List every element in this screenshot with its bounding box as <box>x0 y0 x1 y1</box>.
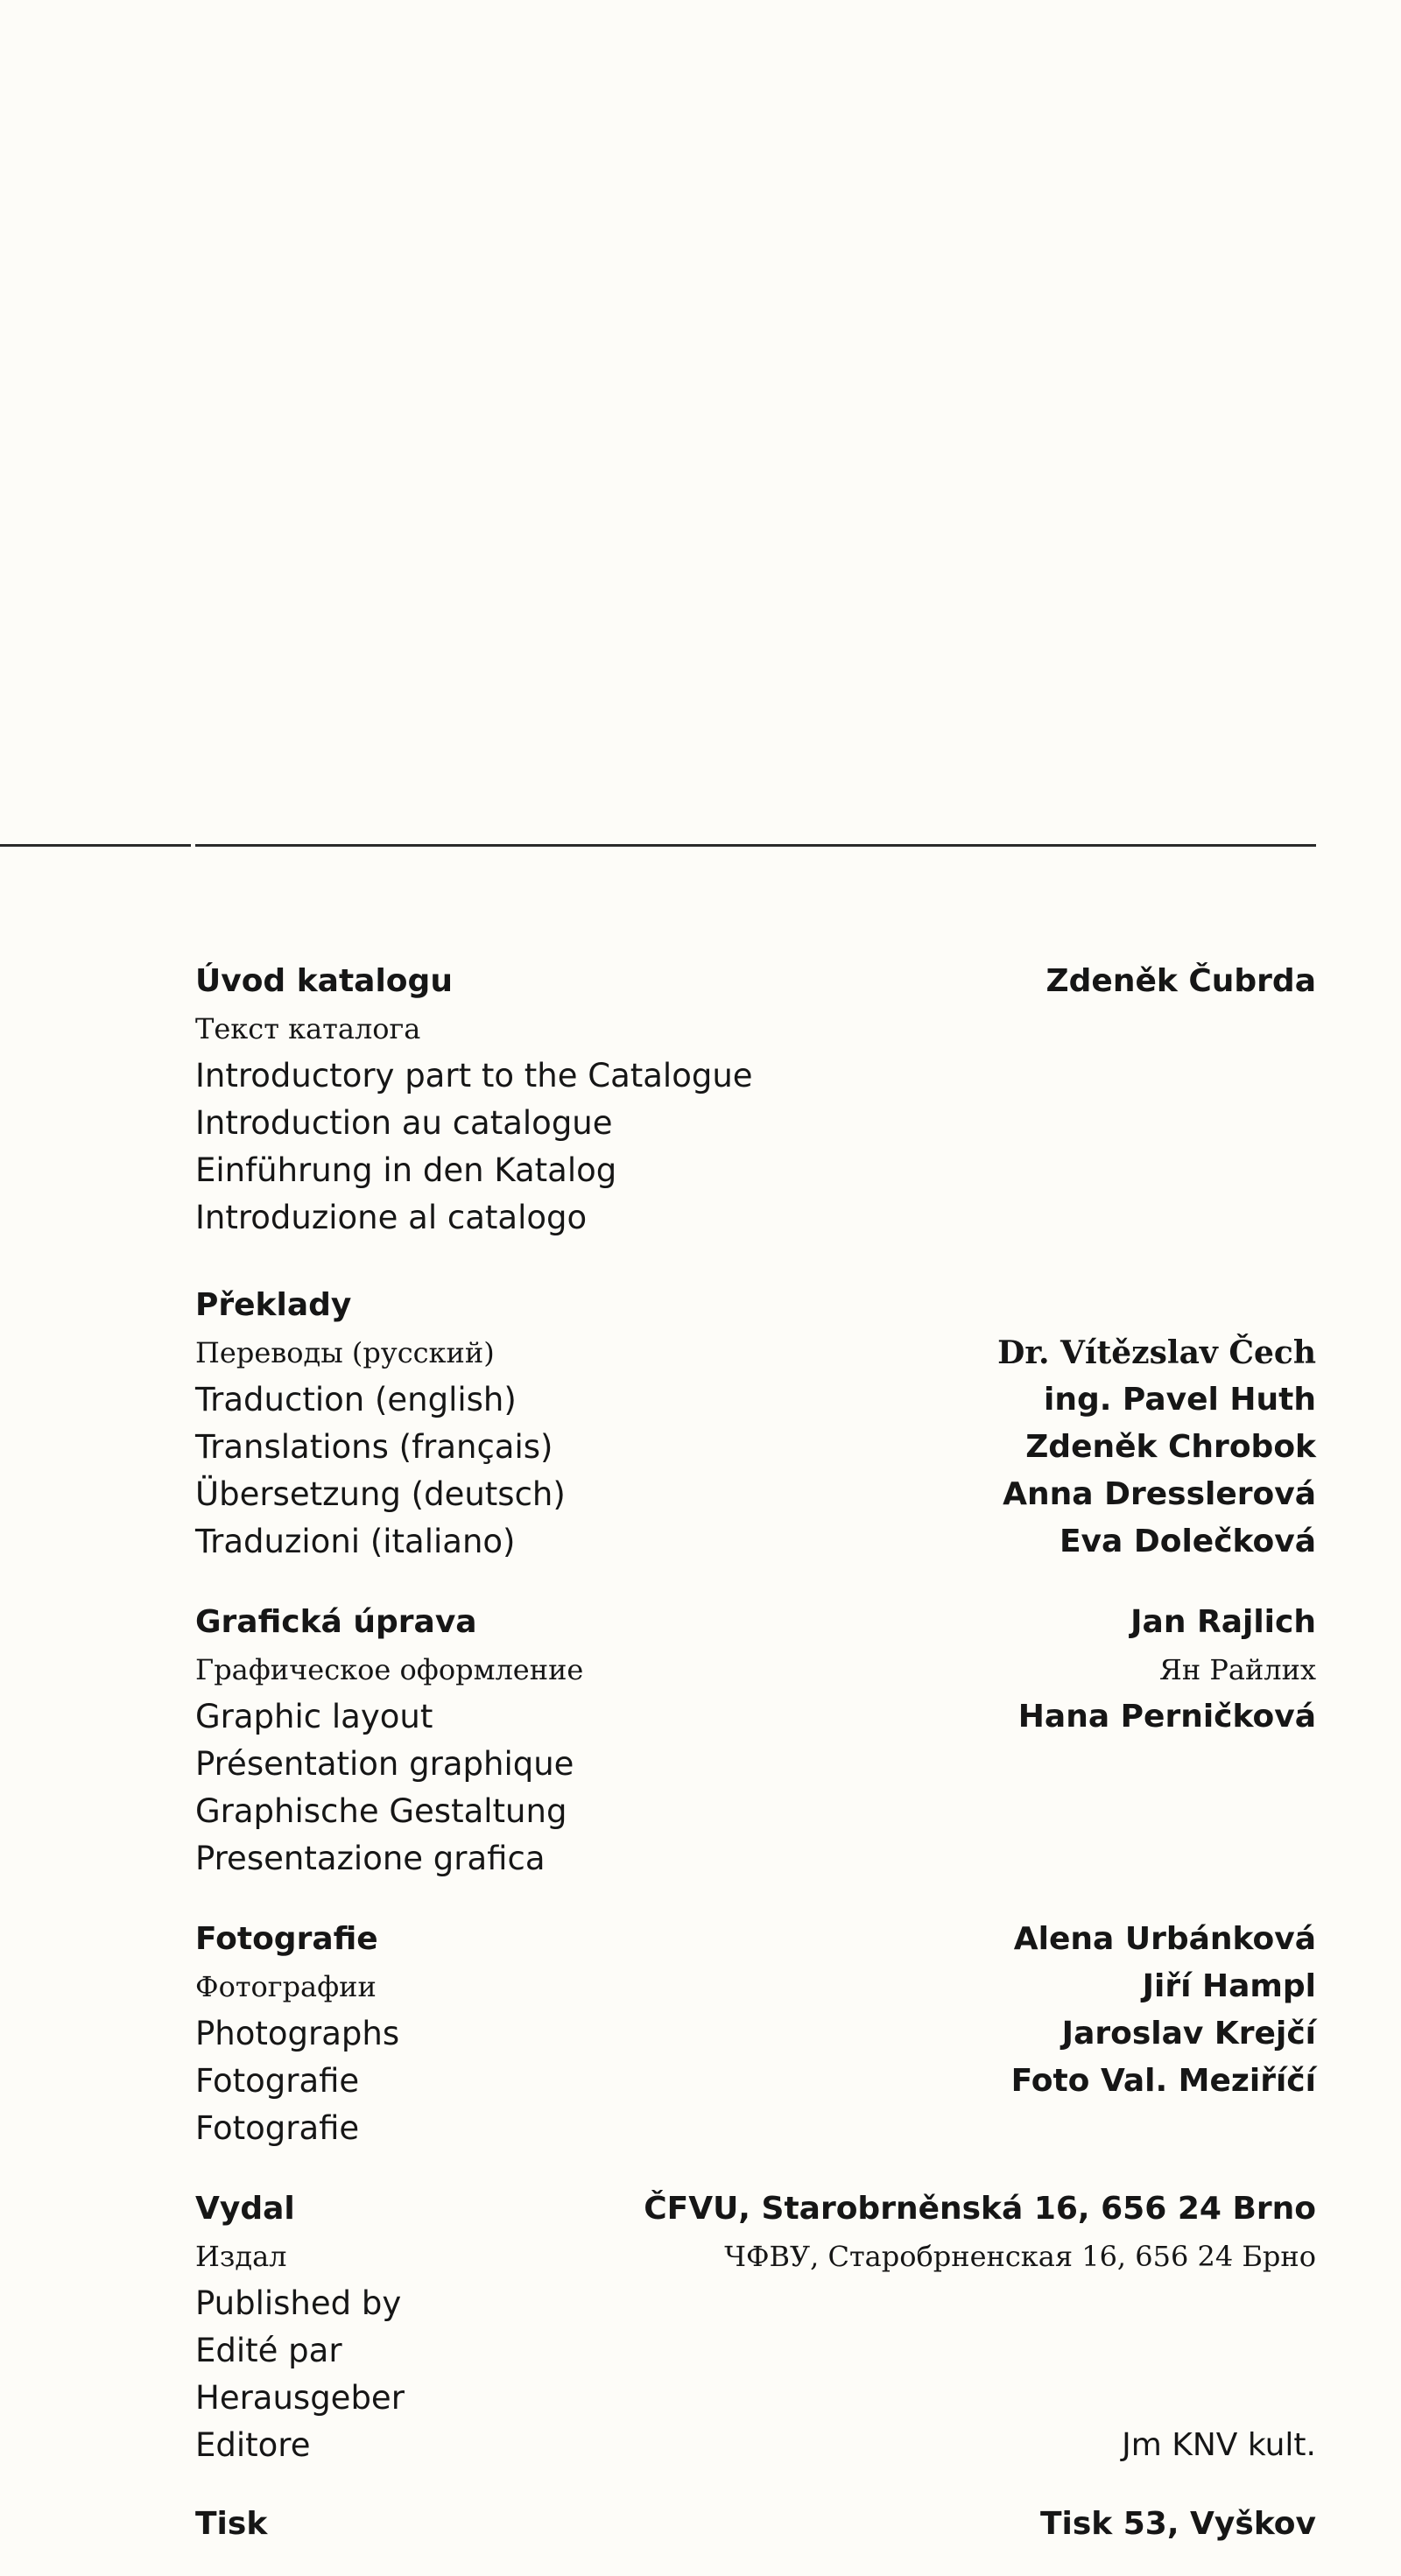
section-heading: Překlady <box>195 1287 352 1323</box>
section-row <box>195 2058 1316 2105</box>
section-line: Текст каталога <box>195 1012 421 1045</box>
credit-name: Dr. Vítězslav Čech <box>997 1334 1316 1371</box>
section-row <box>195 1100 1316 1147</box>
divider-rule <box>0 844 1316 847</box>
section-line: Издал <box>195 2240 287 2273</box>
section-line: Edité par <box>195 2332 342 2369</box>
section-line: Einführung in den Katalog <box>195 1151 617 1189</box>
credit-name: Zdeněk Čubrda <box>1045 963 1316 999</box>
section-row <box>195 1788 1316 1835</box>
credit-name: Ян Райлих <box>1159 1653 1316 1686</box>
publisher-address: ČFVU, Starobrněnská 16, 656 24 Brno <box>644 2191 1316 2227</box>
section-line: Introduction au catalogue <box>195 1104 613 1142</box>
section-row <box>195 1282 1316 1329</box>
section-row <box>195 2327 1316 2375</box>
credit-name: Hana Perničková <box>1017 1699 1316 1735</box>
section-row <box>195 1741 1316 1788</box>
credit-name: Eva Dolečková <box>1059 1524 1316 1559</box>
section-intro <box>195 958 1316 1242</box>
credit-name: Zdeněk Chrobok <box>1025 1429 1316 1465</box>
section-row <box>195 2375 1316 2422</box>
credit-name: Anna Dresslerová <box>1003 1476 1316 1512</box>
section-translations <box>195 1282 1316 1566</box>
section-layout <box>195 1599 1316 1883</box>
section-line: Übersetzung (deutsch) <box>195 1475 566 1513</box>
credit-name: Foto Val. Meziříčí <box>1010 2063 1316 2099</box>
divider-gap <box>191 841 195 849</box>
section-row <box>195 1518 1316 1566</box>
section-row <box>195 1424 1316 1471</box>
section-row <box>195 1916 1316 1963</box>
credit-name: Alena Urbánková <box>1013 1921 1316 1957</box>
section-row <box>195 2422 1316 2469</box>
section-heading: Vydal <box>195 2191 295 2227</box>
section-line: Traduction (english) <box>195 1381 517 1418</box>
section-row <box>195 1471 1316 1518</box>
section-line: Fotografie <box>195 2109 360 2147</box>
section-row <box>195 1329 1316 1376</box>
section-row <box>195 2010 1316 2058</box>
section-line: Introduzione al catalogo <box>195 1199 588 1236</box>
section-row <box>195 1835 1316 1883</box>
section-row <box>195 1646 1316 1693</box>
section-heading: Grafická úprava <box>195 1604 477 1640</box>
section-heading: Úvod katalogu <box>195 963 453 999</box>
section-line: Переводы (русский) <box>195 1336 495 1369</box>
section-line: Фотографии <box>195 1970 377 2003</box>
section-publisher <box>195 2185 1316 2469</box>
section-line: Herausgeber <box>195 2379 405 2417</box>
section-line: Graphic layout <box>195 1698 433 1735</box>
section-row <box>195 2105 1316 2152</box>
section-line: Fotografie <box>195 2062 360 2100</box>
section-line: Editore <box>195 2426 311 2464</box>
credit-name: Jiří Hampl <box>1142 1968 1316 2004</box>
credit-name: Jan Rajlich <box>1130 1604 1316 1640</box>
section-print <box>195 2501 1316 2548</box>
section-row <box>195 958 1316 1005</box>
section-row <box>195 1147 1316 1194</box>
section-line: Presentazione grafica <box>195 1840 546 1877</box>
section-row <box>195 1194 1316 1242</box>
section-row <box>195 1963 1316 2010</box>
section-line: Published by <box>195 2284 402 2322</box>
printer-name: Tisk 53, Vyškov <box>1039 2506 1316 2542</box>
section-row <box>195 1005 1316 1052</box>
section-row <box>195 1052 1316 1100</box>
credit-name: ing. Pavel Huth <box>1043 1382 1316 1418</box>
section-row <box>195 2280 1316 2327</box>
section-row <box>195 2185 1316 2233</box>
section-row <box>195 1376 1316 1424</box>
section-heading: Fotografie <box>195 1921 378 1957</box>
section-row <box>195 1693 1316 1741</box>
section-photos <box>195 1916 1316 2152</box>
credit-name: Jaroslav Krejčí <box>1061 2016 1316 2052</box>
section-row <box>195 1599 1316 1646</box>
section-row <box>195 2233 1316 2280</box>
section-line: Translations (français) <box>195 1428 553 1466</box>
authorization-note: Jm KNV kult. <box>1122 2427 1316 2463</box>
section-line: Graphische Gestaltung <box>195 1792 567 1830</box>
publisher-address-ru: ЧФВУ, Старобрненская 16, 656 24 Брно <box>724 2240 1316 2273</box>
section-line: Introductory part to the Catalogue <box>195 1057 753 1094</box>
section-heading: Tisk <box>195 2506 268 2542</box>
section-line: Présentation graphique <box>195 1745 574 1783</box>
section-line: Photographs <box>195 2015 400 2052</box>
section-row <box>195 2501 1316 2548</box>
section-line: Traduzioni (italiano) <box>195 1523 516 1560</box>
section-line: Графическое оформление <box>195 1653 584 1686</box>
